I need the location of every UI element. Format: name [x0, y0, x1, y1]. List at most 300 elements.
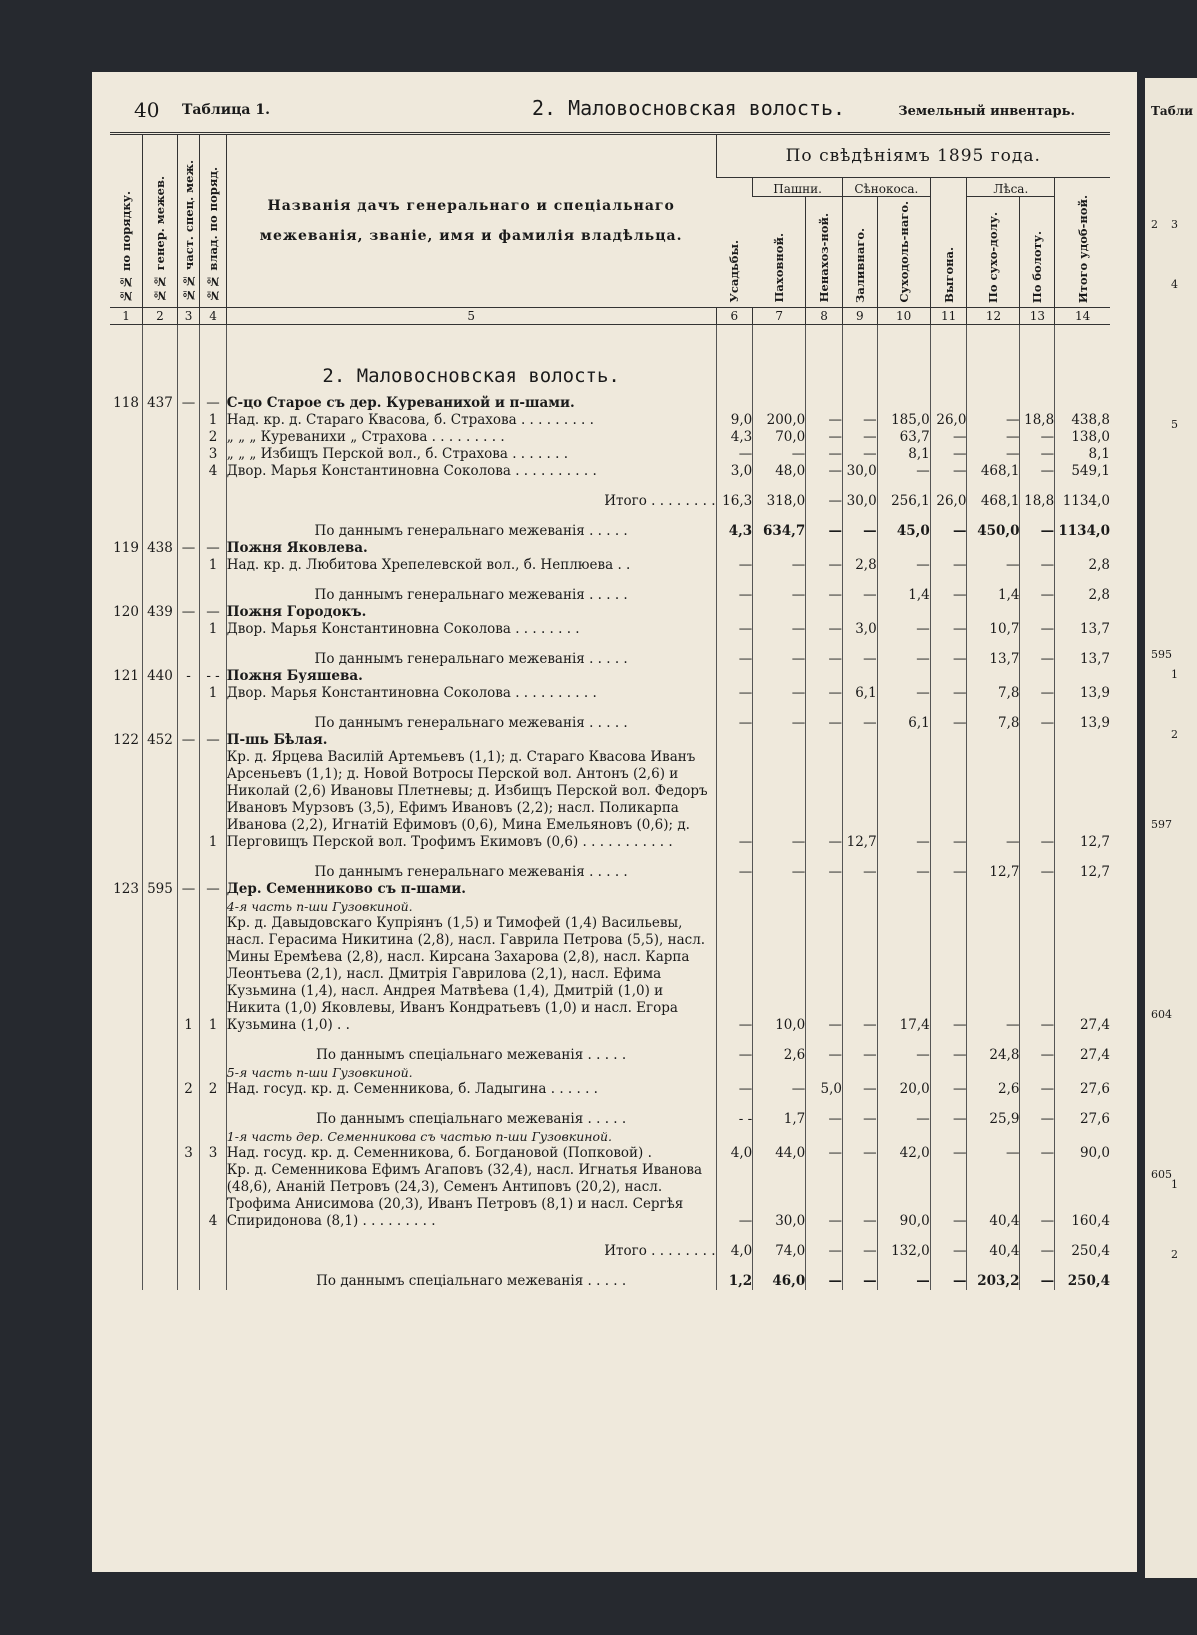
value-cell: 27,6	[1055, 1098, 1110, 1128]
value-cell: 256,1	[877, 480, 930, 510]
value-cell	[716, 668, 753, 685]
value-cell: 4,3	[716, 510, 753, 540]
owner-description: Над. кр. д. Любитова Хрепелевской вол., б. Неплюева . .	[226, 557, 716, 574]
next-page-mark: 2	[1151, 218, 1158, 231]
row-owner-num: 1	[200, 685, 227, 702]
table-row	[110, 463, 1110, 480]
value-cell: —	[877, 557, 930, 574]
row-spec-num	[177, 851, 199, 881]
value-cell: —	[967, 446, 1020, 463]
estate-name: Пожня Городокъ.	[226, 604, 716, 621]
value-cell	[877, 540, 930, 557]
value-cell	[967, 540, 1020, 557]
estate-name: С-цо Старое съ дер. Куреванихой и п-шами.	[226, 395, 716, 412]
row-order-num: 120	[113, 603, 139, 620]
value-cell: 13,9	[1055, 702, 1110, 732]
owner-description: Над. госуд. кр. д. Семенникова, б. Ладыгина . . . . . .	[226, 1081, 716, 1098]
owner-description: Над. кр. д. Стараго Квасова, б. Страхова . . . . . . . . .	[226, 412, 716, 429]
next-page-mark: 1	[1171, 668, 1178, 681]
value-cell: —	[806, 1230, 843, 1260]
value-cell: —	[930, 1098, 967, 1128]
row-owner-num	[200, 510, 227, 540]
value-cell: 27,4	[1055, 915, 1110, 1034]
row-spec-num	[177, 898, 199, 915]
value-cell: 17,4	[877, 915, 930, 1034]
value-cell: —	[930, 429, 967, 446]
value-cell: —	[716, 749, 753, 851]
value-cell: 318,0	[753, 480, 806, 510]
summary-label: По даннымъ спеціальнаго межеванія . . . . .	[226, 1260, 716, 1290]
value-cell: —	[842, 446, 877, 463]
value-cell: 549,1	[1055, 463, 1110, 480]
value-cell: 138,0	[1055, 429, 1110, 446]
table-row	[110, 1098, 1110, 1128]
value-cell: —	[806, 621, 843, 638]
value-cell: —	[930, 446, 967, 463]
value-cell	[877, 395, 930, 412]
value-cell: 3,0	[842, 621, 877, 638]
value-cell: —	[806, 915, 843, 1034]
value-cell	[806, 898, 843, 915]
value-cell: 6,1	[842, 685, 877, 702]
value-cell: —	[842, 429, 877, 446]
row-owner-num	[200, 574, 227, 604]
col-header-spec-survey: №№ част. спец. меж.	[177, 134, 199, 308]
page-header	[92, 98, 1137, 128]
value-cell	[1055, 395, 1110, 412]
row-spec-num	[177, 412, 199, 429]
value-cell	[967, 604, 1020, 621]
value-cell	[716, 881, 753, 898]
value-cell: —	[806, 685, 843, 702]
table-row	[110, 1145, 1110, 1162]
value-cell	[877, 668, 930, 685]
value-cell	[753, 898, 806, 915]
value-cell: —	[877, 621, 930, 638]
value-cell: —	[1020, 638, 1055, 668]
value-cell: —	[842, 1162, 877, 1230]
value-cell: 450,0	[967, 510, 1020, 540]
value-cell: —	[930, 463, 967, 480]
value-cell: 42,0	[877, 1145, 930, 1162]
row-spec-num	[177, 1064, 199, 1081]
value-cell: —	[930, 1162, 967, 1230]
value-cell: —	[806, 557, 843, 574]
value-cell: —	[753, 851, 806, 881]
value-cell: 24,8	[967, 1034, 1020, 1064]
row-spec-num	[177, 1034, 199, 1064]
row-gen-num	[143, 749, 178, 851]
value-cell: —	[930, 557, 967, 574]
table-row	[110, 574, 1110, 604]
row-order-num	[110, 898, 143, 915]
value-cell	[930, 604, 967, 621]
value-cell: —	[877, 851, 930, 881]
value-cell: —	[716, 621, 753, 638]
row-spec-num: —	[177, 732, 199, 749]
value-cell: —	[806, 574, 843, 604]
row-order-num	[110, 1034, 143, 1064]
row-gen-num	[143, 685, 178, 702]
value-cell: —	[716, 1162, 753, 1230]
value-cell: 30,0	[842, 480, 877, 510]
col-header-nenakhoz: Ненахоз-ной.	[806, 197, 843, 308]
value-cell: —	[716, 574, 753, 604]
row-order-num	[110, 851, 143, 881]
table-row	[110, 1260, 1110, 1290]
value-cell: 10,0	[753, 915, 806, 1034]
row-owner-num	[200, 480, 227, 510]
value-cell: —	[1020, 915, 1055, 1034]
row-owner-num: —	[200, 540, 227, 557]
owner-description: Кр. д. Давыдовскаго Купріянъ (1,5) и Тимофей (1,4) Васильевы, насл. Герасима Никитина (2,8), насл. Гаврила Петрова (5,5), насл. Мины Еремѣева (2,8), насл. Кирсана Захарова (2,8), насл. Карпа Леонтьева (2,1), насл. Дмитрія Гаврилова (2,1), насл. Ефима Кузьмина (1,4), насл. Андрея Матвѣева (1,4), Дмитрій (1,0) и Никита (1,0) Яковлевы, Иванъ Кондратьевъ (1,0) и насл. Егора Кузьмина (1,0) . .	[226, 915, 716, 1034]
summary-label: По даннымъ генеральнаго межеванія . . . . .	[226, 574, 716, 604]
page-sheet	[92, 72, 1137, 1572]
value-cell: —	[930, 1034, 967, 1064]
row-gen-num: 437	[143, 395, 178, 412]
value-cell	[716, 732, 753, 749]
value-cell	[930, 898, 967, 915]
value-cell: —	[930, 621, 967, 638]
value-cell	[716, 1128, 753, 1145]
value-cell: —	[716, 851, 753, 881]
page-title: 2. Маловосновская волость.	[532, 96, 846, 120]
owner-description: Над. госуд. кр. д. Семенникова, б. Богдановой (Попковой) .	[226, 1145, 716, 1162]
row-spec-num	[177, 463, 199, 480]
row-spec-num: —	[177, 395, 199, 412]
row-order-num	[110, 702, 143, 732]
row-gen-num	[143, 446, 178, 463]
value-cell: —	[1020, 1145, 1055, 1162]
value-cell	[842, 732, 877, 749]
row-owner-num: 1	[200, 915, 227, 1034]
value-cell	[753, 732, 806, 749]
value-cell	[842, 540, 877, 557]
value-cell: 4,0	[716, 1230, 753, 1260]
row-owner-num	[200, 1230, 227, 1260]
col-header-zalivnogo: Заливнаго.	[842, 197, 877, 308]
row-order-num	[110, 463, 143, 480]
value-cell: 12,7	[1055, 749, 1110, 851]
summary-label: Итого . . . . . . . .	[226, 480, 716, 510]
value-cell	[753, 1128, 806, 1145]
value-cell: 70,0	[753, 429, 806, 446]
row-gen-num: 438	[143, 540, 178, 557]
row-owner-num: 1	[200, 749, 227, 851]
value-cell: 13,7	[1055, 621, 1110, 638]
section-title-row	[110, 324, 1110, 385]
table-row	[110, 510, 1110, 540]
value-cell	[716, 604, 753, 621]
value-cell: —	[716, 702, 753, 732]
value-cell: —	[806, 749, 843, 851]
row-gen-num: 452	[143, 732, 178, 749]
row-order-num	[110, 446, 143, 463]
value-cell: 27,6	[1055, 1081, 1110, 1098]
value-cell: —	[806, 1098, 843, 1128]
value-cell: 468,1	[967, 480, 1020, 510]
value-cell: —	[1020, 463, 1055, 480]
column-numbers-row: 1 2 3 4 5 6 7 8 9 10 11 12 13 14	[110, 307, 1110, 324]
value-cell: 74,0	[753, 1230, 806, 1260]
value-cell	[753, 395, 806, 412]
value-cell: —	[806, 638, 843, 668]
row-spec-num	[177, 480, 199, 510]
row-owner-num: —	[200, 604, 227, 621]
value-cell: —	[1020, 1230, 1055, 1260]
row-owner-num: 1	[200, 557, 227, 574]
table-row	[110, 638, 1110, 668]
row-spec-num	[177, 638, 199, 668]
row-gen-num	[143, 638, 178, 668]
table-row	[110, 621, 1110, 638]
col-header-gen-survey: №№ генер. межев.	[143, 134, 178, 308]
value-cell: —	[1020, 557, 1055, 574]
value-cell: —	[842, 1098, 877, 1128]
row-gen-num: 595	[143, 881, 178, 898]
inventory-table	[110, 132, 1110, 1290]
value-cell	[1020, 732, 1055, 749]
row-spec-num	[177, 621, 199, 638]
value-cell	[877, 1064, 930, 1081]
value-cell	[842, 1128, 877, 1145]
value-cell: 160,4	[1055, 1162, 1110, 1230]
value-cell: —	[716, 446, 753, 463]
row-owner-num: 1	[200, 412, 227, 429]
value-cell: —	[1020, 1098, 1055, 1128]
value-cell: —	[806, 412, 843, 429]
row-owner-num: 4	[200, 463, 227, 480]
value-cell	[842, 881, 877, 898]
value-cell	[753, 881, 806, 898]
estate-name: Пожня Яковлева.	[226, 540, 716, 557]
row-gen-num	[143, 463, 178, 480]
value-cell	[1055, 881, 1110, 898]
row-owner-num: 3	[200, 446, 227, 463]
value-cell: 10,7	[967, 621, 1020, 638]
row-spec-num: -	[177, 668, 199, 685]
year-header: По свѣдѣніямъ 1895 года.	[716, 134, 1110, 178]
row-spec-num	[177, 749, 199, 851]
value-cell	[1055, 668, 1110, 685]
value-cell: —	[967, 1145, 1020, 1162]
col-header-itogo: Итого удоб-ной.	[1055, 178, 1110, 308]
row-owner-num	[200, 638, 227, 668]
next-page-mark: 597	[1151, 818, 1172, 831]
value-cell: —	[842, 412, 877, 429]
value-cell: —	[806, 463, 843, 480]
value-cell: 16,3	[716, 480, 753, 510]
row-owner-num: —	[200, 732, 227, 749]
row-spec-num	[177, 1230, 199, 1260]
value-cell: 18,8	[1020, 480, 1055, 510]
value-cell: —	[1020, 574, 1055, 604]
owner-description: Кр. д. Семенникова Ефимъ Агаповъ (32,4), насл. Игнатья Иванова (48,6), Ананій Петровъ (24,3), Семенъ Антиповъ (20,2), насл. Трофима Анисимова (20,3), Иванъ Петровъ (8,1) и насл. Сергѣя Спиридонова (8,1) . . . . . . . . .	[226, 1162, 716, 1230]
col-header-names: Названія дачъ генеральнаго и спеціальнаго межеванія, званіе, имя и фамилія владѣльца.	[226, 134, 716, 308]
value-cell	[930, 881, 967, 898]
value-cell: 468,1	[967, 463, 1020, 480]
row-spec-num: 3	[177, 1145, 199, 1162]
next-page-mark: 595	[1151, 648, 1172, 661]
row-gen-num	[143, 1064, 178, 1081]
row-spec-num: —	[177, 604, 199, 621]
value-cell: —	[753, 574, 806, 604]
value-cell: 8,1	[1055, 446, 1110, 463]
value-cell	[842, 898, 877, 915]
value-cell: —	[877, 1260, 930, 1290]
row-spec-num: 2	[177, 1081, 199, 1098]
value-cell: —	[967, 557, 1020, 574]
value-cell: 13,7	[967, 638, 1020, 668]
value-cell: 9,0	[716, 412, 753, 429]
table-row	[110, 395, 1110, 412]
value-cell: —	[1020, 1260, 1055, 1290]
value-cell: 4,3	[716, 429, 753, 446]
row-gen-num	[143, 480, 178, 510]
value-cell: —	[930, 1145, 967, 1162]
value-cell: —	[967, 412, 1020, 429]
row-spec-num	[177, 702, 199, 732]
row-gen-num: 440	[143, 668, 178, 685]
value-cell: 2,8	[1055, 574, 1110, 604]
summary-label: По даннымъ генеральнаго межеванія . . . . .	[226, 638, 716, 668]
table-row	[110, 1230, 1110, 1260]
value-cell: —	[842, 915, 877, 1034]
table-row	[110, 881, 1110, 898]
row-gen-num	[143, 557, 178, 574]
row-gen-num	[143, 1034, 178, 1064]
value-cell: 30,0	[753, 1162, 806, 1230]
value-cell	[806, 1128, 843, 1145]
value-cell: 2,6	[967, 1081, 1020, 1098]
value-cell: 1134,0	[1055, 480, 1110, 510]
owner-description: Кр. д. Ярцева Василій Артемьевъ (1,1); д. Стараго Квасова Иванъ Арсеньевъ (1,1); д. Новой Вотросы Перской вол. Антонъ (2,6) и Николай (2,6) Ивановы Плетневы; д. Избищъ Перской вол. Федоръ Ивановъ Мурзовъ (3,5), Ефимъ Ивановъ (2,2); насл. Поликарпа Иванова (2,2), Игнатій Ефимовъ (0,6), Мина Емельяновъ (0,6); д. Перговищъ Перской вол. Трофимъ Екимовъ (0,6) . . . . . . . . . . .	[226, 749, 716, 851]
owner-description: „ „ „ Куреванихи „ Страхова . . . . . . . . .	[226, 429, 716, 446]
value-cell: —	[806, 1145, 843, 1162]
col-header-owner-order: №№ влад. по поряд.	[200, 134, 227, 308]
row-spec-num	[177, 429, 199, 446]
row-owner-num	[200, 851, 227, 881]
group-header-pashni: Пашни.	[753, 178, 843, 197]
col-header-usadby: Усадьбы.	[716, 178, 753, 308]
table-row	[110, 1064, 1110, 1081]
value-cell	[716, 1064, 753, 1081]
row-gen-num	[143, 1081, 178, 1098]
value-cell: —	[877, 463, 930, 480]
value-cell: —	[877, 1098, 930, 1128]
value-cell: 25,9	[967, 1098, 1020, 1128]
value-cell	[1055, 1064, 1110, 1081]
value-cell: 2,6	[753, 1034, 806, 1064]
row-owner-num	[200, 898, 227, 915]
row-owner-num: —	[200, 395, 227, 412]
value-cell	[930, 540, 967, 557]
table-row	[110, 1162, 1110, 1230]
value-cell: 8,1	[877, 446, 930, 463]
next-page-mark: 4	[1171, 278, 1178, 291]
value-cell: —	[753, 621, 806, 638]
table-row	[110, 851, 1110, 881]
row-spec-num	[177, 1098, 199, 1128]
row-order-num	[110, 1128, 143, 1145]
table-row	[110, 915, 1110, 1034]
value-cell: —	[877, 685, 930, 702]
value-cell: 40,4	[967, 1162, 1020, 1230]
value-cell: —	[1020, 446, 1055, 463]
table-label: Таблица 1.	[182, 102, 270, 118]
value-cell	[1020, 881, 1055, 898]
next-page-mark: 2	[1171, 1248, 1178, 1261]
value-cell	[753, 540, 806, 557]
row-order-num	[110, 510, 143, 540]
value-cell: —	[1020, 621, 1055, 638]
row-spec-num: 1	[177, 915, 199, 1034]
row-order-num	[110, 1145, 143, 1162]
value-cell	[930, 1064, 967, 1081]
value-cell	[877, 732, 930, 749]
owner-description: Двор. Марья Константиновна Соколова . . . . . . . .	[226, 621, 716, 638]
row-gen-num	[143, 412, 178, 429]
value-cell: 27,4	[1055, 1034, 1110, 1064]
value-cell: —	[930, 574, 967, 604]
row-order-num	[110, 1081, 143, 1098]
row-owner-num: 3	[200, 1145, 227, 1162]
value-cell	[1055, 604, 1110, 621]
value-cell: —	[842, 1034, 877, 1064]
row-owner-num: - -	[200, 668, 227, 685]
row-order-num	[110, 1162, 143, 1230]
value-cell	[753, 1064, 806, 1081]
row-order-num	[110, 557, 143, 574]
next-page-mark: 5	[1171, 418, 1178, 431]
value-cell: 7,8	[967, 685, 1020, 702]
value-cell: —	[716, 1034, 753, 1064]
value-cell: —	[806, 1260, 843, 1290]
value-cell: —	[930, 1260, 967, 1290]
value-cell: —	[753, 702, 806, 732]
value-cell	[930, 732, 967, 749]
value-cell	[877, 898, 930, 915]
value-cell: —	[967, 429, 1020, 446]
row-order-num: 119	[113, 539, 139, 556]
value-cell	[877, 881, 930, 898]
table-row	[110, 1034, 1110, 1064]
row-order-num	[110, 1230, 143, 1260]
row-gen-num	[143, 1230, 178, 1260]
value-cell: —	[716, 638, 753, 668]
row-gen-num	[143, 1128, 178, 1145]
summary-label: По даннымъ спеціальнаго межеванія . . . . .	[226, 1098, 716, 1128]
value-cell: —	[877, 638, 930, 668]
row-spec-num	[177, 1128, 199, 1145]
value-cell: 90,0	[877, 1162, 930, 1230]
value-cell	[716, 898, 753, 915]
value-cell: 6,1	[877, 702, 930, 732]
value-cell	[930, 668, 967, 685]
table-row	[110, 749, 1110, 851]
value-cell: 1,2	[716, 1260, 753, 1290]
row-order-num	[110, 1064, 143, 1081]
value-cell: 45,0	[877, 510, 930, 540]
col-header-pakhovnoy: Паховной.	[753, 197, 806, 308]
col-header-po-sukhodolu: По сухо-долу.	[967, 197, 1020, 308]
row-owner-num	[200, 1260, 227, 1290]
value-cell: —	[930, 510, 967, 540]
table-row	[110, 429, 1110, 446]
row-gen-num	[143, 510, 178, 540]
value-cell: —	[930, 749, 967, 851]
value-cell	[967, 732, 1020, 749]
